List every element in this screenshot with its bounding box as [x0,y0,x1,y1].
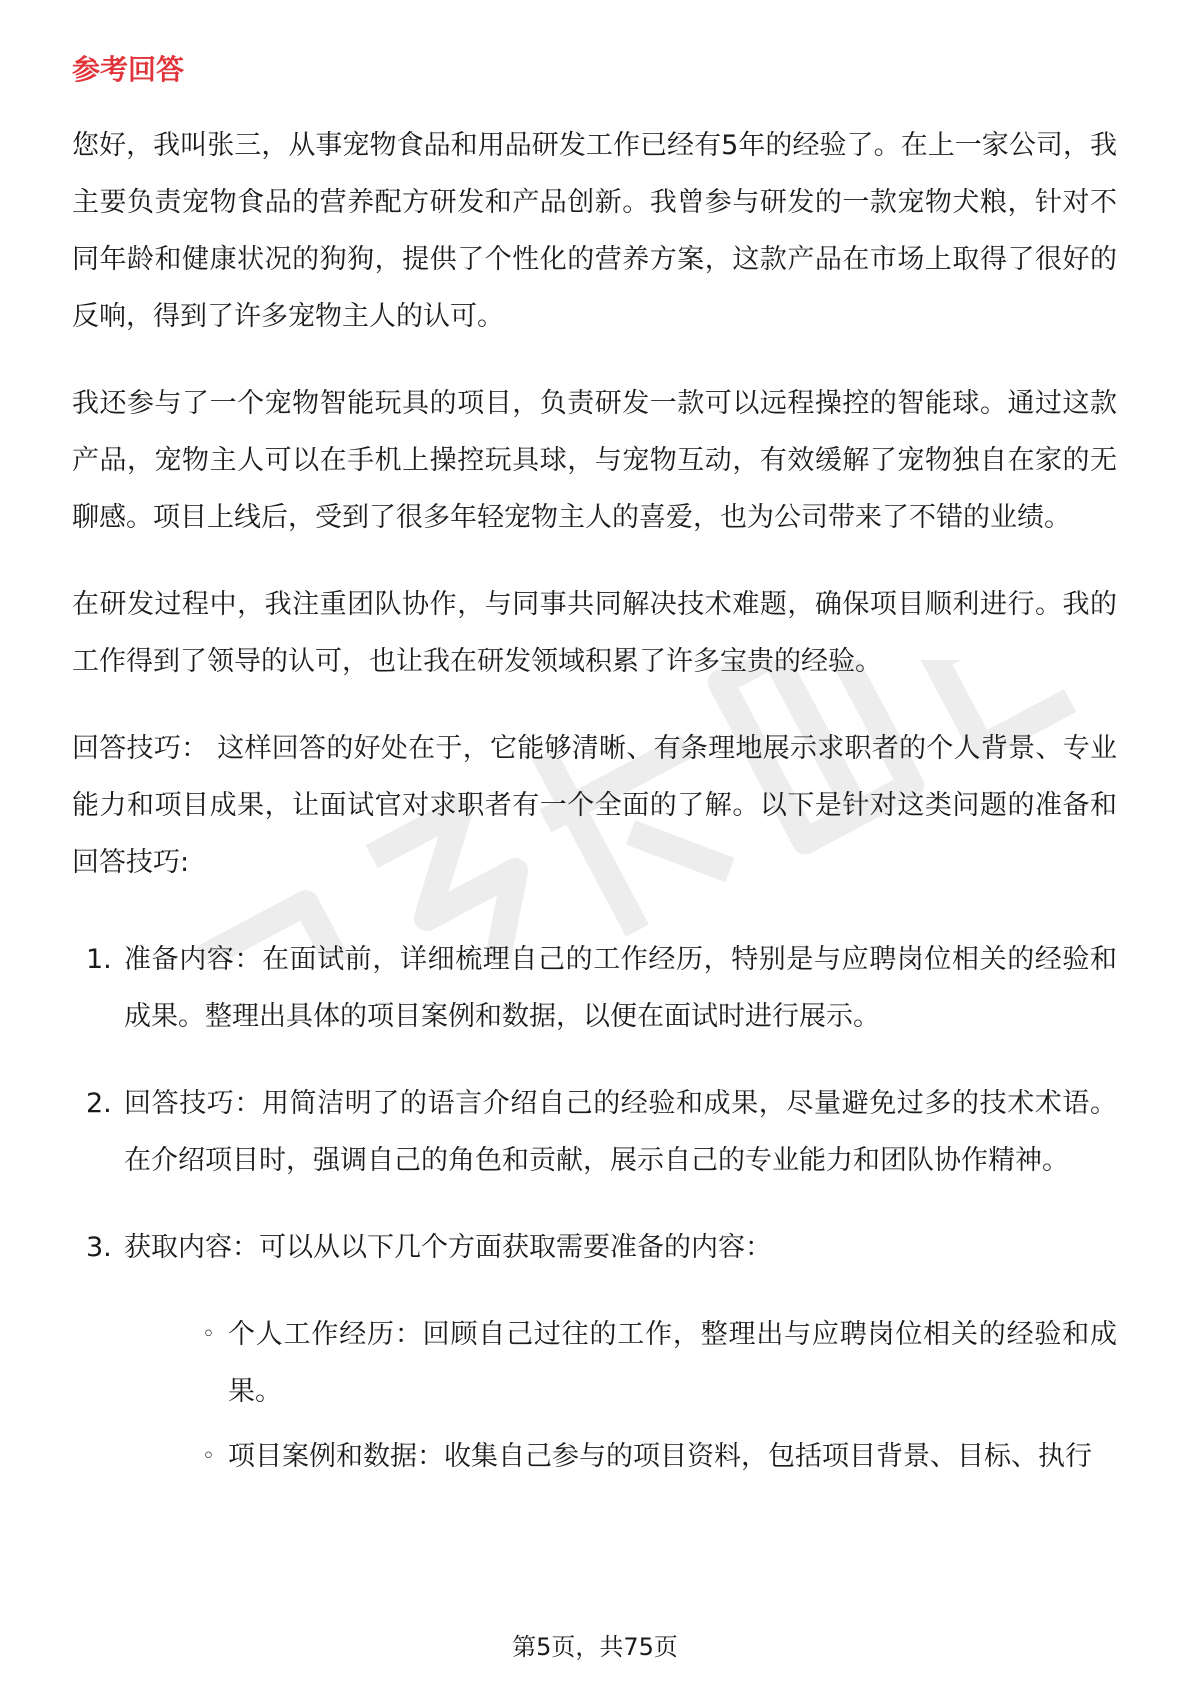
document-body [72,117,1117,1515]
list-item-text: 获取内容：可以从以下几个方面获取需要准备的内容： [124,1232,772,1263]
page-footer: 第5页，共75页 [512,1633,678,1661]
hollow-bullet-icon: ◦ [202,1444,215,1469]
list-item-text: 回答技巧：用简洁明了的语言介绍自己的经验和成果，尽量避免过多的技术术语。在介绍项目时，强调自己的角色和贡献，展示自己的专业能力和团队协作精神。 [124,1088,1117,1176]
paragraph: 在研发过程中，我注重团队协作，与同事共同解决技术难题，确保项目顺利进行。我的工作得到了领导的认可，也让我在研发领域积累了许多宝贵的经验。 [72,589,1117,677]
list-item-text: 准备内容：在面试前，详细梳理自己的工作经历，特别是与应聘岗位相关的经验和成果。整理出具体的项目案例和数据，以便在面试时进行展示。 [124,944,1117,1032]
bullet-item-text: 个人工作经历：回顾自己过往的工作，整理出与应聘岗位相关的经验和成果。 [228,1319,1117,1407]
list-item [72,1219,1117,1485]
list-number: 3. [86,1232,112,1263]
bullet-item-text: 项目案例和数据：收集自己参与的项目资料，包括项目背景、目标、执行 [228,1441,1092,1472]
list-item [72,1075,1117,1189]
paragraph: 回答技巧： 这样回答的好处在于，它能够清晰、有条理地展示求职者的个人背景、专业能力和项目成果，让面试官对求职者有一个全面的了解。以下是针对这类问题的准备和回答技巧: [72,733,1117,878]
bullet-item [176,1428,1117,1485]
section-title: 参考回答 [72,53,185,86]
list-item [72,931,1117,1045]
bullet-item [176,1306,1117,1420]
list-number: 2. [86,1088,112,1119]
paragraph: 您好，我叫张三，从事宠物食品和用品研发工作已经有5年的经验了。在上一家公司，我主要负责宠物食品的营养配方研发和产品创新。我曾参与研发的一款宠物犬粮，针对不同年龄和健康状况的狗狗，提供了个性化的营养方案，这款产品在市场上取得了很好的反响，得到了许多宠物主人的认可。 [72,130,1117,332]
numbered-list [72,931,1117,1485]
hollow-bullet-icon: ◦ [202,1322,215,1347]
list-number: 1. [86,944,112,975]
bullet-list [176,1306,1117,1485]
paragraph: 我还参与了一个宠物智能玩具的项目，负责研发一款可以远程操控的智能球。通过这款产品，宠物主人可以在手机上操控玩具球，与宠物互动，有效缓解了宠物独自在家的无聊感。项目上线后，受到了很多年轻宠物主人的喜爱，也为公司带来了不错的业绩。 [72,388,1117,533]
